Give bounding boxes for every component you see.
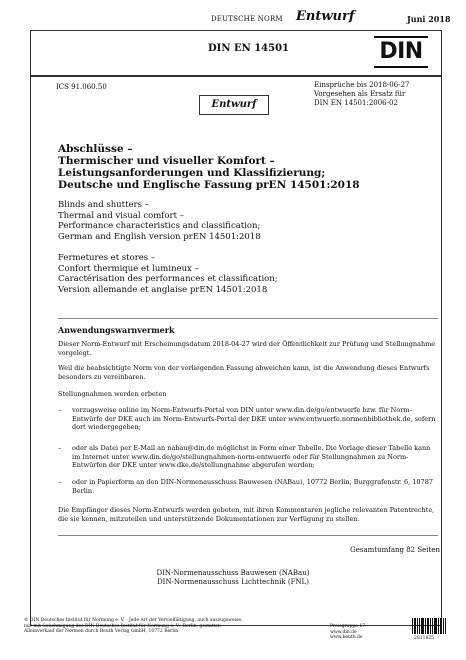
- title-line: Thermischer und visueller Komfort –: [58, 155, 275, 167]
- committee-block: [140, 569, 326, 586]
- title-line: German and English version prEN 14501:2018: [58, 231, 261, 242]
- list-dash: –: [58, 444, 62, 452]
- price-line: Preisgruppe 17: [330, 624, 366, 629]
- title-line: Leistungsanforderungen und Klassifizierung;: [58, 167, 326, 179]
- warning-paragraph-4: Die Empfänger dieses Norm-Entwurfs werden gebeten, mit ihren Kommentaren jegliche relevanten Patentrechte, die sie kennen, mitzuteilen und unterstützende Dokumentationen zur Verfügung zu stellen.: [58, 506, 435, 523]
- title-line: Performance characteristics and classification;: [58, 221, 261, 231]
- list-item-text: oder als Datei per E-Mail an nabau@din.de möglichst in Form einer Tabelle. Die Vorlage dieser Tabelle kann im Internet unter www.din.de/go/stellungnahmen-norm-entwuerfe oder für Stellungnahmen zu Norm-Entwürfen der DKE unter www.dke.de/stellungnahme abgerufen werden;: [72, 444, 431, 469]
- einsprueche-line: Einsprüche bis 2018-06-27: [314, 81, 410, 89]
- title-line: Deutsche und Englische Fassung prEN 14501:2018: [58, 179, 360, 191]
- title-french: [58, 253, 438, 295]
- warning-paragraph-3: Stellungnahmen werden erbeten: [58, 390, 167, 398]
- committee-line: DIN-Normenausschuss Bauwesen (NABau): [156, 569, 310, 577]
- einsprueche-block: [314, 81, 409, 108]
- din-logo-icon: [374, 36, 428, 68]
- divider: [58, 535, 438, 536]
- title-line: Fermetures et stores –: [58, 253, 156, 263]
- warning-paragraph-2: Weil die beabsichtigte Norm von der vorliegenden Fassung abweichen kann, ist die Anwendung dieses Entwurfs besonders zu vereinbaren.: [58, 364, 430, 381]
- list-dash: –: [58, 478, 62, 486]
- title-line: Version allemande et anglaise prEN 14501:2018: [58, 284, 268, 295]
- copyright-line: © DIN Deutsches Institut für Normung e. V. · Jede Art der Vervielfältigung, auch auszugsweise,: [24, 618, 243, 623]
- title-line: Abschlüsse –: [58, 143, 133, 155]
- title-line: Caractérisation des performances et classification;: [58, 274, 278, 284]
- copyright-footer: [24, 618, 324, 635]
- document-number: DIN EN 14501: [208, 43, 290, 54]
- ics-code: ICS 91.060.50: [56, 83, 107, 91]
- title-line: Confort thermique et lumineux –: [58, 263, 199, 274]
- header-date: Juni 2018: [407, 14, 451, 24]
- barcode-number: 2811825: [414, 636, 435, 641]
- title-line: Blinds and shutters –: [58, 200, 149, 210]
- copyright-line: nur mit Genehmigung des DIN Deutsches Institut für Normung e. V., Berlin, gestattet.: [24, 623, 222, 629]
- title-line: Thermal and visual comfort –: [58, 210, 184, 221]
- warning-paragraph-1: Dieser Norm-Entwurf mit Erscheinungsdatum 2018-04-27 wird der Öffentlichkeit zur Prüfung und Stellungnahme vorgelegt.: [58, 340, 436, 357]
- page-count: Gesamtumfang 82 Seiten: [350, 546, 440, 554]
- list-dash: –: [58, 406, 62, 414]
- list-item-text: vorzugsweise online im Norm-Entwurfs-Portal von DIN unter www.din.de/go/entwuerfe bzw. für Norm-Entwürfe der DKE auch im Norm-Entwurfs-Portal der DKE unter www.entwuerfe.normenbibliothek.de, sofern dort wiedergegeben;: [72, 406, 436, 431]
- price-line: www.din.de: [330, 629, 357, 635]
- divider: [58, 318, 438, 319]
- price-group: [330, 624, 365, 641]
- einsprueche-line: DIN EN 14501:2006-02: [314, 99, 398, 107]
- title-english: [58, 200, 438, 242]
- din-logo-text: DIN: [379, 39, 423, 64]
- title-german: [58, 143, 438, 191]
- committee-line: DIN-Normenausschuss Lichttechnik (FNL): [157, 577, 309, 586]
- list-item-text: oder in Papierform an den DIN-Normenausschuss Bauwesen (NABau), 10772 Berlin, Burggrafenstr. 6, 10787 Berlin.: [72, 478, 433, 495]
- warning-heading: Anwendungswarnvermerk: [58, 325, 175, 335]
- price-line: www.beuth.de: [330, 635, 363, 640]
- barcode-icon: [412, 618, 446, 634]
- copyright-line: Alleinverkauf der Normen durch Beuth Verlag GmbH, 10772 Berlin: [24, 629, 179, 634]
- einsprueche-line: Vorgesehen als Ersatz für: [314, 90, 406, 98]
- header-entwurf-label: Entwurf: [296, 9, 355, 24]
- header-norm-label: DEUTSCHE NORM: [211, 15, 283, 23]
- entwurf-badge: Entwurf: [199, 95, 269, 115]
